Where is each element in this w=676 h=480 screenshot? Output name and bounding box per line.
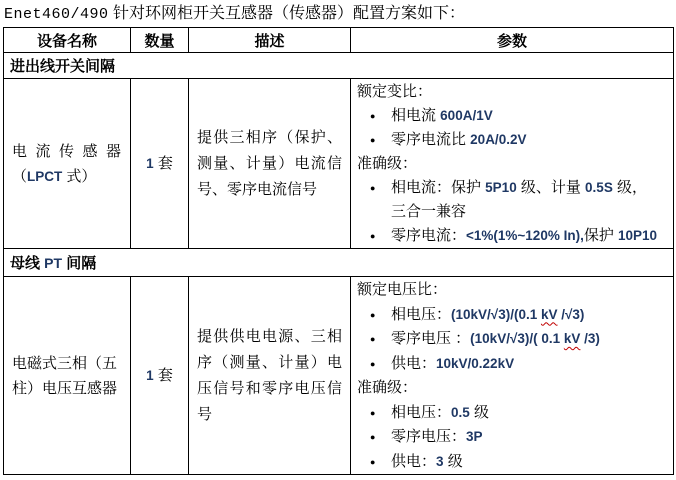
description-cell: 提供三相序（保护、测量、计量）电流信号、零序电流信号 xyxy=(189,79,351,249)
bullet-icon: ● xyxy=(370,111,376,121)
device-name-cell: 电磁式三相（五柱）电压互感器 xyxy=(4,277,131,475)
section-row-busbar-pt-bay xyxy=(4,249,674,277)
param-heading-rated-ratio: 额定变比： xyxy=(357,83,433,100)
column-header-device-name: 设备名称 xyxy=(4,28,131,53)
bullet-icon: ● xyxy=(370,432,376,442)
section-label-switch-bay: 进出线开关间隔 xyxy=(4,53,674,79)
param-bullet-zero-seq-voltage: ● 零序电压 ：(10kV/√3)/( 0.1 kV /3) xyxy=(357,327,669,352)
device-name-line2: （LPCT 式） xyxy=(12,167,97,185)
bullet-icon: ● xyxy=(370,334,376,344)
header-row xyxy=(4,28,674,53)
section-row-switch-bay xyxy=(4,53,674,79)
section-label-busbar-pt-bay: 母线 PT 间隔 xyxy=(4,249,674,277)
bullet-icon: ● xyxy=(370,358,376,369)
device-name-line1: 电流传感器 xyxy=(12,142,130,160)
column-header-description: 描述 xyxy=(189,28,351,53)
device-name-cell xyxy=(4,79,131,249)
param-bullet-phase-accuracy: ● 相电流：保护 5P10 级、计量 0.5S 级， 三合一兼容 xyxy=(357,176,669,224)
table-row-current-sensor xyxy=(4,79,674,249)
table-row-voltage-transformer xyxy=(4,277,674,475)
param-bullet-phase-current: ● 相电流 600A/1V xyxy=(357,104,669,128)
param-heading-rated-voltage-ratio: 额定电压比： xyxy=(357,281,448,298)
bullet-icon: ● xyxy=(370,231,376,241)
device-type-code: LPCT xyxy=(27,168,63,184)
quantity-cell: 1 套 xyxy=(131,277,189,475)
column-header-quantity: 数量 xyxy=(131,28,189,53)
bullet-icon: ● xyxy=(370,456,376,467)
param-bullet-power-supply-ratio: ● 供电：10kV/0.22kV xyxy=(357,352,669,377)
bullet-icon: ● xyxy=(370,407,376,418)
param-bullet-phase-voltage-accuracy: ● 相电压：0.5 级 xyxy=(357,401,669,426)
parameters-cell xyxy=(351,277,674,475)
column-header-parameters: 参数 xyxy=(351,28,674,53)
title-text: 针对环网柜开关互感器（传感器）配置方案如下： xyxy=(108,5,465,22)
config-table xyxy=(3,27,674,475)
param-bullet-zero-seq-accuracy: ● 零序电流：<1%(1%~120% In),保护 10P10 xyxy=(357,224,669,248)
param-heading-accuracy: 准确级： xyxy=(357,379,418,396)
description-cell: 提供供电电源、三相序（测量、计量）电压信号和零序电压信号 xyxy=(189,277,351,475)
param-bullet-supply-accuracy: ● 供电：3 级 xyxy=(357,450,669,475)
param-bullet-phase-voltage: ● 相电压：(10kV/√3)/(0.1 kV /√3) xyxy=(357,303,669,328)
bullet-icon: ● xyxy=(370,309,376,320)
param-bullet-zero-seq-ratio: ● 零序电流比 20A/0.2V xyxy=(357,128,669,152)
param-bullet-zero-seq-accuracy: ● 零序电压：3P xyxy=(357,425,669,450)
quantity-cell: 1 套 xyxy=(131,79,189,249)
bullet-icon: ● xyxy=(370,135,376,145)
parameters-cell xyxy=(351,79,674,249)
bullet-icon: ● xyxy=(370,183,376,193)
pt-code: PT xyxy=(44,255,63,271)
title-product-code: Enet460/490 xyxy=(4,6,109,23)
param-heading-accuracy: 准确级： xyxy=(357,155,418,172)
document-title xyxy=(4,3,465,25)
